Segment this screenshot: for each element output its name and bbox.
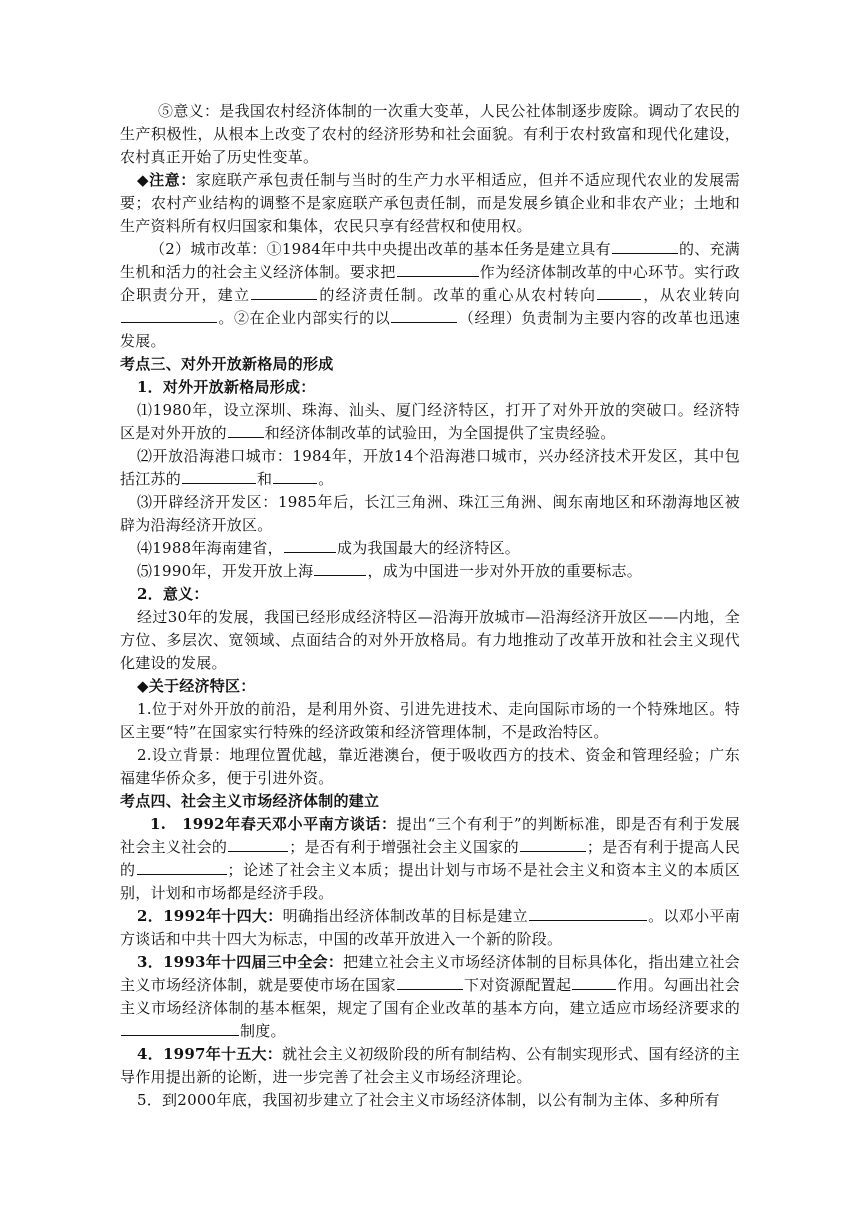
fill-blank[interactable] — [251, 285, 317, 300]
fill-blank[interactable] — [273, 469, 317, 484]
fill-blank[interactable] — [228, 423, 264, 438]
subheading-3-2: 2．意义： — [137, 585, 209, 603]
item-text: 把建立社会主义市场经济体制的目标具体化，指出建立社会主义市场经济体制，就是要使市场在国家 — [120, 953, 740, 994]
fill-blank[interactable] — [314, 561, 366, 576]
subheading-3-1: 1．对外开放新格局形成： — [137, 378, 316, 396]
note-text: 家庭联产承包责任制与当时的生产力水平相适应，但并不适应现代农业的发展需要；农村产业结构的调整不是家庭联产承包责任制，而是发展乡镇企业和非农产业；土地和生产资料所有权归国家和集体，农民只享有经营权和使用权。 — [120, 171, 740, 235]
item-3-1-2 — [120, 445, 740, 491]
item-text: ⑵开放沿海港口城市：1984年，开放14个沿海港口城市，兴办经济技术开发区，其中包括江苏的 — [120, 447, 740, 488]
item-text: 提出“三个有利于”的判断标准，即是否有利于发展社会主义社会的 — [120, 815, 740, 856]
item-text: ⑴1980年，设立深圳、珠海、汕头、厦门经济特区，打开了对外开放的突破口。经济特区是对外开放的 — [120, 401, 740, 442]
item-label: 1. 1992年春天邓小平南方谈话： — [150, 815, 397, 833]
significance-3-2: 经过30年的发展，我国已经形成经济特区—沿海开放城市—沿海经济开放区——内地，全方位、多层次、宽领域、点面结合的对外开放格局。有力地推动了改革开放和社会主义现代化建设的发展。 — [120, 608, 740, 672]
item-text: ；论述了社会主义本质；提出计划与市场不是社会主义和资本主义的本质区别，计划和市场都是经济手段。 — [120, 861, 740, 902]
item-text: 。 — [318, 470, 334, 488]
item-4-1 — [120, 813, 740, 905]
item-label: 4．1997年十五大： — [137, 1045, 283, 1063]
item-text: 明确指出经济体制改革的目标是建立 — [282, 907, 528, 925]
item-text: ；是否有利于增强社会主义国家的 — [289, 838, 519, 856]
special-zone-item-2: 2.设立背景：地理位置优越，靠近港澳台，便于吸收西方的技术、资金和管理经验；广东福建华侨众多，便于引进外资。 — [120, 746, 740, 787]
item-3-1-4 — [120, 537, 740, 560]
item-text: ⑸1990年，开发开放上海 — [137, 562, 314, 580]
city-text-6: 。②在企业内部实行的以 — [218, 309, 391, 327]
item-3-1-5 — [120, 560, 740, 583]
special-zone-item-1: 1.位于对外开放的前沿，是利用外资、引进先进技术、走向国际市场的一个特殊地区。特区主要“特”在国家实行特殊的经济政策和经济管理体制，不是政治特区。 — [120, 700, 740, 741]
fill-blank[interactable] — [391, 308, 457, 323]
city-text-4: 的经济责任制。改革的重心从农村转向 — [318, 286, 597, 304]
fill-blank[interactable] — [284, 538, 336, 553]
fill-blank[interactable] — [612, 239, 678, 254]
fill-blank[interactable] — [228, 837, 288, 852]
item-3-1-1 — [120, 399, 740, 445]
fill-blank[interactable] — [397, 262, 479, 277]
city-reform-paragraph — [120, 238, 740, 353]
fill-blank[interactable] — [397, 975, 463, 990]
city-text-7: （经理）负责制为主要内容的改革也迅速发展。 — [120, 309, 740, 350]
note-paragraph — [120, 169, 740, 238]
item-text: 和 — [257, 470, 273, 488]
fill-blank[interactable] — [137, 860, 227, 875]
item-text: 就社会主义初级阶段的所有制结构、公有制实现形式、国有经济的主导作用提出新的论断，进一步完善了社会主义市场经济理论。 — [120, 1045, 740, 1086]
item-text: 制度。 — [240, 1022, 286, 1040]
item-label: 3．1993年十四届三中全会： — [137, 953, 344, 971]
item-text: 和经济体制改革的试验田，为全国提供了宝贵经验。 — [264, 424, 616, 442]
item-text: 。以邓小平南方谈话和中共十四大为标志，中国的改革开放进入一个新的阶段。 — [120, 907, 740, 948]
special-zone-heading: ◆关于经济特区： — [137, 677, 256, 695]
city-text-1: （2）城市改革：①1984年中共中央提出改革的基本任务是建立具有 — [150, 240, 611, 258]
item-text: 作用。勾画出社会主义市场经济体制的基本框架，规定了国有企业改革的基本方向，建立适应市场经济要求的 — [120, 976, 740, 1017]
fill-blank[interactable] — [121, 1021, 239, 1036]
paragraph-significance — [120, 100, 740, 169]
significance-text: ⑤意义：是我国农村经济体制的一次重大变革，人民公社体制逐步废除。调动了农民的生产积极性，从根本上改变了农村的经济形势和社会面貌。有利于农村致富和现代化建设，农村真正开始了历史性变革。 — [120, 102, 740, 166]
note-label: ◆注意： — [137, 171, 196, 189]
city-text-2: 的、充满生机和活力的社会主义经济体制。要求把 — [120, 240, 740, 281]
section-heading-4: 考点四、社会主义市场经济体制的建立 — [120, 792, 380, 810]
item-text: ；是否有利于提高人民的 — [120, 838, 740, 879]
fill-blank[interactable] — [520, 837, 586, 852]
item-3-1-3: ⑶开辟经济开发区：1985年后，长江三角洲、珠江三角洲、闽东南地区和环渤海地区被辟为沿海经济开放区。 — [120, 493, 740, 534]
fill-blank[interactable] — [572, 975, 616, 990]
fill-blank[interactable] — [529, 906, 647, 921]
fill-blank[interactable] — [182, 469, 256, 484]
item-text: 成为我国最大的经济特区。 — [336, 539, 520, 557]
item-label: 2．1992年十四大： — [137, 907, 283, 925]
item-4-5: 5．到2000年底，我国初步建立了社会主义市场经济体制，以公有制为主体、多种所有 — [137, 1091, 720, 1109]
section-heading-3: 考点三、对外开放新格局的形成 — [120, 355, 334, 373]
city-text-3: 作为经济体制改革的中心环节。实行政企职责分开，建立 — [120, 263, 740, 304]
item-4-3 — [120, 951, 740, 1043]
document-page — [120, 100, 740, 1112]
fill-blank[interactable] — [597, 285, 641, 300]
item-text: ，成为中国进一步对外开放的重要标志。 — [367, 562, 642, 580]
item-text: ⑷1988年海南建省， — [137, 539, 283, 557]
item-text: 下对资源配置起 — [463, 976, 572, 994]
city-text-5: ，从农业转向 — [642, 286, 740, 304]
fill-blank[interactable] — [121, 308, 217, 323]
item-4-2 — [120, 905, 740, 951]
item-4-4 — [120, 1043, 740, 1089]
